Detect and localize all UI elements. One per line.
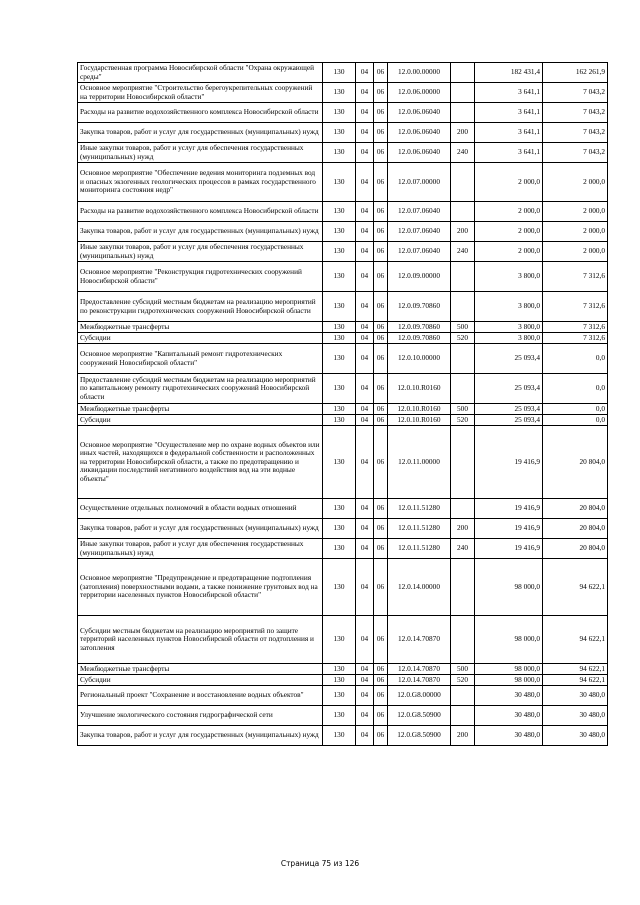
row-amount-year-2: 7 043,2 <box>543 143 608 163</box>
row-department-code: 130 <box>323 686 356 706</box>
row-target-article: 12.0.G8.50900 <box>388 726 451 746</box>
row-department-code: 130 <box>323 344 356 374</box>
row-amount-year-1: 30 480,0 <box>475 706 543 726</box>
row-section-code: 04 <box>356 499 374 519</box>
row-amount-year-2: 94 622,1 <box>543 616 608 664</box>
row-section-code: 04 <box>356 262 374 292</box>
row-expense-type <box>451 499 475 519</box>
table-row <box>78 63 608 83</box>
row-amount-year-2: 2 000,0 <box>543 202 608 222</box>
row-expense-type: 240 <box>451 539 475 559</box>
row-expense-type: 200 <box>451 123 475 143</box>
row-target-article: 12.0.07.06040 <box>388 242 451 262</box>
table-row <box>78 103 608 123</box>
row-amount-year-1: 25 093,4 <box>475 344 543 374</box>
table-row <box>78 344 608 374</box>
row-expense-type <box>451 686 475 706</box>
row-amount-year-2: 30 480,0 <box>543 726 608 746</box>
row-amount-year-1: 25 093,4 <box>475 374 543 404</box>
row-section-code: 04 <box>356 539 374 559</box>
row-section-code: 04 <box>356 322 374 333</box>
row-amount-year-2: 94 622,1 <box>543 664 608 675</box>
row-section-code: 04 <box>356 143 374 163</box>
row-department-code: 130 <box>323 426 356 499</box>
row-expense-type: 500 <box>451 322 475 333</box>
row-department-code: 130 <box>323 374 356 404</box>
row-department-code: 130 <box>323 499 356 519</box>
row-department-code: 130 <box>323 404 356 415</box>
row-name: Расходы на развитие водохозяйственного комплекса Новосибирской области <box>78 103 323 123</box>
row-amount-year-2: 0,0 <box>543 344 608 374</box>
row-subsection-code: 06 <box>374 415 388 426</box>
row-target-article: 12.0.09.00000 <box>388 262 451 292</box>
row-section-code: 04 <box>356 664 374 675</box>
row-amount-year-2: 0,0 <box>543 374 608 404</box>
row-amount-year-1: 98 000,0 <box>475 559 543 616</box>
row-expense-type: 520 <box>451 675 475 686</box>
row-department-code: 130 <box>323 83 356 103</box>
row-name: Межбюджетные трансферты <box>78 664 323 675</box>
table-row <box>78 664 608 675</box>
row-name: Субсидии <box>78 333 323 344</box>
row-amount-year-1: 2 000,0 <box>475 222 543 242</box>
row-name: Основное мероприятие "Предупреждение и предотвращение подтопления (затопления) поверхностными водами, а также понижение грунтовых вод на территории населенных пунктов Новосибирской области" <box>78 559 323 616</box>
row-amount-year-1: 3 641,1 <box>475 83 543 103</box>
row-target-article: 12.0.11.51280 <box>388 519 451 539</box>
row-amount-year-2: 7 043,2 <box>543 103 608 123</box>
table-row <box>78 163 608 202</box>
table-row <box>78 675 608 686</box>
row-section-code: 04 <box>356 374 374 404</box>
row-target-article: 12.0.11.51280 <box>388 499 451 519</box>
row-section-code: 04 <box>356 415 374 426</box>
row-subsection-code: 06 <box>374 726 388 746</box>
row-name: Закупка товаров, работ и услуг для государственных (муниципальных) нужд <box>78 726 323 746</box>
row-target-article: 12.0.10.R0160 <box>388 404 451 415</box>
row-amount-year-1: 3 641,1 <box>475 123 543 143</box>
row-section-code: 04 <box>356 123 374 143</box>
row-section-code: 04 <box>356 426 374 499</box>
table-row <box>78 292 608 322</box>
row-section-code: 04 <box>356 292 374 322</box>
table-row <box>78 706 608 726</box>
row-department-code: 130 <box>323 262 356 292</box>
table-row <box>78 374 608 404</box>
row-subsection-code: 06 <box>374 706 388 726</box>
row-department-code: 130 <box>323 103 356 123</box>
row-section-code: 04 <box>356 706 374 726</box>
row-name: Межбюджетные трансферты <box>78 404 323 415</box>
row-department-code: 130 <box>323 726 356 746</box>
row-subsection-code: 06 <box>374 322 388 333</box>
row-amount-year-1: 19 416,9 <box>475 539 543 559</box>
row-expense-type: 200 <box>451 222 475 242</box>
row-name: Предоставление субсидий местным бюджетам на реализацию мероприятий по реконструкции гидротехнических сооружений Новосибирской области <box>78 292 323 322</box>
row-amount-year-1: 2 000,0 <box>475 202 543 222</box>
row-target-article: 12.0.09.70860 <box>388 292 451 322</box>
row-name: Закупка товаров, работ и услуг для государственных (муниципальных) нужд <box>78 123 323 143</box>
row-amount-year-1: 19 416,9 <box>475 519 543 539</box>
table-row <box>78 499 608 519</box>
row-expense-type <box>451 262 475 292</box>
table-row <box>78 322 608 333</box>
row-amount-year-1: 3 800,0 <box>475 333 543 344</box>
row-amount-year-1: 98 000,0 <box>475 675 543 686</box>
row-department-code: 130 <box>323 202 356 222</box>
row-subsection-code: 06 <box>374 333 388 344</box>
row-amount-year-1: 3 800,0 <box>475 292 543 322</box>
table-row <box>78 686 608 706</box>
row-section-code: 04 <box>356 559 374 616</box>
table-row <box>78 202 608 222</box>
page-number: Страница 75 из 126 <box>280 859 360 868</box>
row-amount-year-1: 3 800,0 <box>475 262 543 292</box>
row-expense-type <box>451 292 475 322</box>
row-expense-type <box>451 559 475 616</box>
row-name: Межбюджетные трансферты <box>78 322 323 333</box>
row-name: Основное мероприятие "Строительство берегоукрепительных сооружений на территории Новосибирской области" <box>78 83 323 103</box>
row-section-code: 04 <box>356 686 374 706</box>
row-expense-type: 520 <box>451 333 475 344</box>
row-subsection-code: 06 <box>374 616 388 664</box>
row-name: Иные закупки товаров, работ и услуг для обеспечения государственных (муниципальных) нужд <box>78 242 323 262</box>
row-subsection-code: 06 <box>374 686 388 706</box>
budget-table <box>77 62 608 746</box>
row-amount-year-1: 19 416,9 <box>475 499 543 519</box>
row-name: Основное мероприятие "Реконструкция гидротехнических сооружений Новосибирской области" <box>78 262 323 292</box>
row-target-article: 12.0.07.06040 <box>388 202 451 222</box>
row-target-article: 12.0.06.06040 <box>388 123 451 143</box>
row-amount-year-2: 7 312,6 <box>543 262 608 292</box>
row-name: Субсидии местным бюджетам на реализацию мероприятий по защите территорий населенных пунктов Новосибирской области от подтопления и затопления <box>78 616 323 664</box>
row-amount-year-1: 25 093,4 <box>475 404 543 415</box>
row-expense-type <box>451 374 475 404</box>
row-amount-year-2: 7 312,6 <box>543 292 608 322</box>
row-section-code: 04 <box>356 616 374 664</box>
row-expense-type <box>451 163 475 202</box>
row-department-code: 130 <box>323 163 356 202</box>
row-section-code: 04 <box>356 242 374 262</box>
row-department-code: 130 <box>323 222 356 242</box>
table-row <box>78 242 608 262</box>
row-section-code: 04 <box>356 83 374 103</box>
row-department-code: 130 <box>323 519 356 539</box>
row-subsection-code: 06 <box>374 675 388 686</box>
row-name: Закупка товаров, работ и услуг для государственных (муниципальных) нужд <box>78 222 323 242</box>
row-name: Государственная программа Новосибирской области "Охрана окружающей среды" <box>78 63 323 83</box>
row-department-code: 130 <box>323 559 356 616</box>
row-subsection-code: 06 <box>374 262 388 292</box>
row-amount-year-2: 7 043,2 <box>543 83 608 103</box>
row-expense-type <box>451 706 475 726</box>
row-target-article: 12.0.06.00000 <box>388 83 451 103</box>
row-department-code: 130 <box>323 539 356 559</box>
table-row <box>78 539 608 559</box>
row-subsection-code: 06 <box>374 202 388 222</box>
row-department-code: 130 <box>323 123 356 143</box>
row-section-code: 04 <box>356 163 374 202</box>
table-row <box>78 123 608 143</box>
row-amount-year-2: 7 312,6 <box>543 322 608 333</box>
row-amount-year-1: 3 641,1 <box>475 143 543 163</box>
table-row <box>78 143 608 163</box>
row-subsection-code: 06 <box>374 519 388 539</box>
row-target-article: 12.0.10.00000 <box>388 344 451 374</box>
row-subsection-code: 06 <box>374 499 388 519</box>
row-target-article: 12.0.10.R0160 <box>388 374 451 404</box>
row-expense-type <box>451 103 475 123</box>
row-expense-type: 240 <box>451 242 475 262</box>
row-target-article: 12.0.11.51280 <box>388 539 451 559</box>
row-expense-type <box>451 202 475 222</box>
row-amount-year-1: 2 000,0 <box>475 163 543 202</box>
row-name: Иные закупки товаров, работ и услуг для обеспечения государственных (муниципальных) нужд <box>78 143 323 163</box>
row-amount-year-1: 98 000,0 <box>475 664 543 675</box>
row-subsection-code: 06 <box>374 344 388 374</box>
row-subsection-code: 06 <box>374 426 388 499</box>
row-target-article: 12.0.10.R0160 <box>388 415 451 426</box>
row-expense-type: 200 <box>451 726 475 746</box>
row-amount-year-1: 182 431,4 <box>475 63 543 83</box>
table-row <box>78 222 608 242</box>
row-section-code: 04 <box>356 404 374 415</box>
row-target-article: 12.0.07.00000 <box>388 163 451 202</box>
row-name: Региональный проект "Сохранение и восстановление водных объектов" <box>78 686 323 706</box>
row-amount-year-1: 3 641,1 <box>475 103 543 123</box>
row-section-code: 04 <box>356 333 374 344</box>
row-name: Субсидии <box>78 675 323 686</box>
row-subsection-code: 06 <box>374 292 388 322</box>
row-amount-year-2: 2 000,0 <box>543 163 608 202</box>
row-target-article: 12.0.09.70860 <box>388 333 451 344</box>
row-amount-year-2: 20 804,0 <box>543 426 608 499</box>
row-department-code: 130 <box>323 664 356 675</box>
row-amount-year-2: 2 000,0 <box>543 242 608 262</box>
row-target-article: 12.0.07.06040 <box>388 222 451 242</box>
row-subsection-code: 06 <box>374 222 388 242</box>
row-target-article: 12.0.14.70870 <box>388 616 451 664</box>
row-department-code: 130 <box>323 292 356 322</box>
row-amount-year-2: 30 480,0 <box>543 686 608 706</box>
row-amount-year-2: 30 480,0 <box>543 706 608 726</box>
row-target-article: 12.0.G8.50900 <box>388 706 451 726</box>
row-amount-year-1: 2 000,0 <box>475 242 543 262</box>
row-subsection-code: 06 <box>374 664 388 675</box>
row-department-code: 130 <box>323 333 356 344</box>
row-amount-year-1: 19 416,9 <box>475 426 543 499</box>
row-target-article: 12.0.14.70870 <box>388 664 451 675</box>
row-target-article: 12.0.06.06040 <box>388 143 451 163</box>
row-target-article: 12.0.14.00000 <box>388 559 451 616</box>
row-subsection-code: 06 <box>374 123 388 143</box>
row-amount-year-1: 98 000,0 <box>475 616 543 664</box>
row-subsection-code: 06 <box>374 163 388 202</box>
budget-table-body <box>78 63 608 746</box>
row-subsection-code: 06 <box>374 83 388 103</box>
table-row <box>78 559 608 616</box>
table-row <box>78 616 608 664</box>
row-target-article: 12.0.14.70870 <box>388 675 451 686</box>
row-section-code: 04 <box>356 63 374 83</box>
row-department-code: 130 <box>323 242 356 262</box>
row-expense-type <box>451 63 475 83</box>
row-name: Улучшение экологического состояния гидрографической сети <box>78 706 323 726</box>
table-row <box>78 83 608 103</box>
row-amount-year-1: 30 480,0 <box>475 726 543 746</box>
row-target-article: 12.0.11.00000 <box>388 426 451 499</box>
row-name: Основное мероприятие "Обеспечение ведения мониторинга подземных вод и опасных экзогенных геологических процессов в рамках государственного мониторинга состояния недр" <box>78 163 323 202</box>
row-subsection-code: 06 <box>374 103 388 123</box>
row-subsection-code: 06 <box>374 374 388 404</box>
row-section-code: 04 <box>356 726 374 746</box>
row-name: Иные закупки товаров, работ и услуг для обеспечения государственных (муниципальных) нужд <box>78 539 323 559</box>
row-expense-type <box>451 426 475 499</box>
row-amount-year-2: 2 000,0 <box>543 222 608 242</box>
row-name: Основное мероприятие "Осуществление мер по охране водных объектов или иных частей, находящихся в федеральной собственности и расположенных на территории Новосибирской области, а также по предотвращению и ликвидации последствий негативного воздействия вод на эти водные объекты" <box>78 426 323 499</box>
row-name: Расходы на развитие водохозяйственного комплекса Новосибирской области <box>78 202 323 222</box>
row-section-code: 04 <box>356 103 374 123</box>
row-department-code: 130 <box>323 143 356 163</box>
row-expense-type <box>451 83 475 103</box>
row-section-code: 04 <box>356 519 374 539</box>
row-target-article: 12.0.G8.00000 <box>388 686 451 706</box>
row-section-code: 04 <box>356 344 374 374</box>
row-name: Осуществление отдельных полномочий в области водных отношений <box>78 499 323 519</box>
row-department-code: 130 <box>323 616 356 664</box>
row-department-code: 130 <box>323 706 356 726</box>
row-amount-year-1: 30 480,0 <box>475 686 543 706</box>
table-row <box>78 426 608 499</box>
table-row <box>78 726 608 746</box>
row-expense-type: 520 <box>451 415 475 426</box>
row-amount-year-2: 20 804,0 <box>543 519 608 539</box>
table-row <box>78 333 608 344</box>
row-section-code: 04 <box>356 202 374 222</box>
row-department-code: 130 <box>323 415 356 426</box>
row-amount-year-2: 20 804,0 <box>543 499 608 519</box>
row-subsection-code: 06 <box>374 539 388 559</box>
row-expense-type <box>451 344 475 374</box>
row-amount-year-2: 7 312,6 <box>543 333 608 344</box>
row-target-article: 12.0.09.70860 <box>388 322 451 333</box>
table-row <box>78 519 608 539</box>
row-amount-year-1: 3 800,0 <box>475 322 543 333</box>
row-name: Основное мероприятие "Капитальный ремонт гидротехнических сооружений Новосибирской области" <box>78 344 323 374</box>
row-department-code: 130 <box>323 675 356 686</box>
row-subsection-code: 06 <box>374 404 388 415</box>
row-subsection-code: 06 <box>374 559 388 616</box>
row-subsection-code: 06 <box>374 63 388 83</box>
row-amount-year-2: 94 622,1 <box>543 675 608 686</box>
row-expense-type: 200 <box>451 519 475 539</box>
row-amount-year-2: 0,0 <box>543 404 608 415</box>
row-amount-year-2: 94 622,1 <box>543 559 608 616</box>
row-amount-year-2: 162 261,9 <box>543 63 608 83</box>
row-amount-year-2: 20 804,0 <box>543 539 608 559</box>
table-row <box>78 404 608 415</box>
table-row <box>78 415 608 426</box>
row-name: Субсидии <box>78 415 323 426</box>
row-amount-year-1: 25 093,4 <box>475 415 543 426</box>
row-section-code: 04 <box>356 675 374 686</box>
table-row <box>78 262 608 292</box>
row-expense-type: 500 <box>451 404 475 415</box>
row-name: Предоставление субсидий местным бюджетам на реализацию мероприятий по капитальному ремонту гидротехнических сооружений Новосибирской области <box>78 374 323 404</box>
row-subsection-code: 06 <box>374 143 388 163</box>
row-department-code: 130 <box>323 63 356 83</box>
row-target-article: 12.0.00.00000 <box>388 63 451 83</box>
row-expense-type: 500 <box>451 664 475 675</box>
row-amount-year-2: 0,0 <box>543 415 608 426</box>
row-department-code: 130 <box>323 322 356 333</box>
row-amount-year-2: 7 043,2 <box>543 123 608 143</box>
row-expense-type <box>451 616 475 664</box>
row-expense-type: 240 <box>451 143 475 163</box>
row-target-article: 12.0.06.06040 <box>388 103 451 123</box>
row-section-code: 04 <box>356 222 374 242</box>
row-name: Закупка товаров, работ и услуг для государственных (муниципальных) нужд <box>78 519 323 539</box>
row-subsection-code: 06 <box>374 242 388 262</box>
